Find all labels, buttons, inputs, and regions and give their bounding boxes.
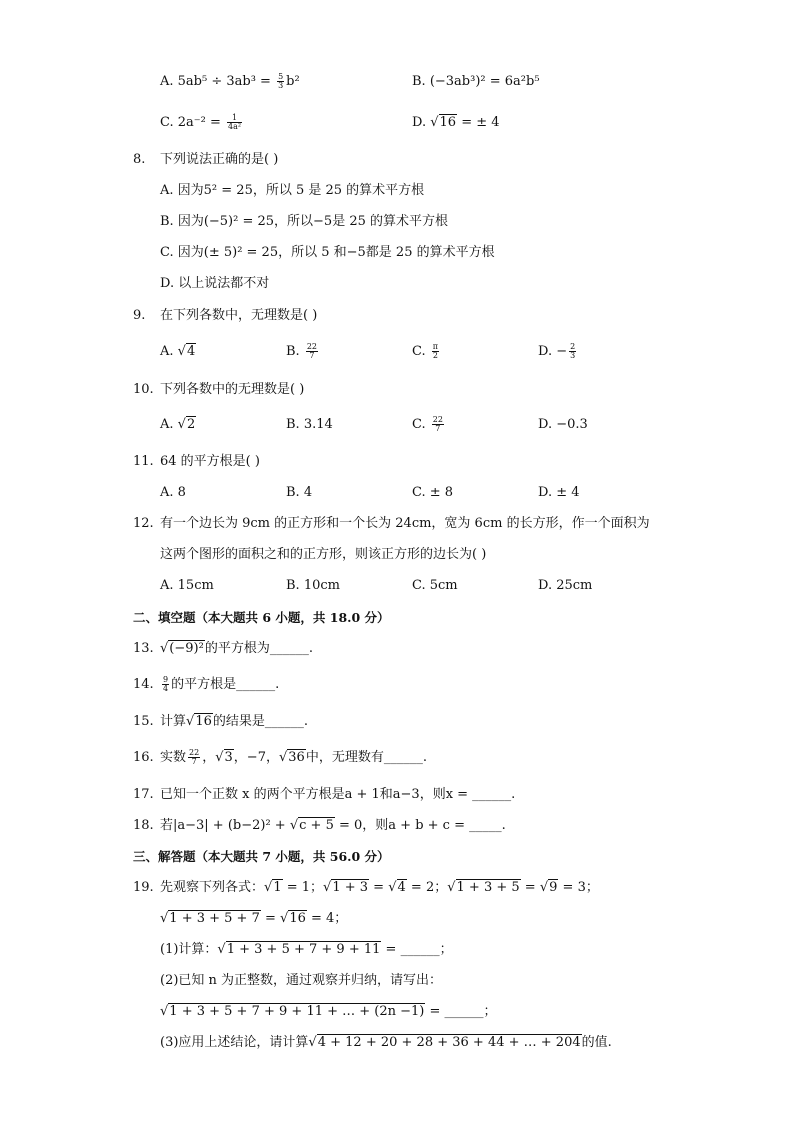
q19-part1: (1)计算：√1 + 3 + 5 + 7 + 9 + 11 = ______； [160, 942, 453, 957]
q7-option-a: A. 5ab⁵ ÷ 3ab³ = $\frac{5}{3}$ b² [160, 72, 300, 90]
q7-option-b: B. (−3ab³)² = 6a²b⁵ [412, 74, 540, 89]
q10-option-d: D. −0.3 [538, 417, 588, 432]
q19-line1: 先观察下列各式：√1 = 1；√1 + 3 = √4 = 2；√1 + 3 + 5 = √9 = 3； [160, 880, 599, 895]
q9-option-a: A. √4 [160, 344, 196, 359]
q11-option-b: B. 4 [286, 485, 313, 500]
q12-stem-line1: 有一个边长为 9cm 的正方形和一个长为 24cm，宽为 6cm 的长方形，作一个面积为 [160, 516, 650, 531]
q12-option-b: B. 10cm [286, 578, 340, 593]
q18-text: 若|a−3| + (b−2)² + √c + 5 = 0，则a + b + c = _____. [160, 818, 506, 833]
q13-text: √(−9)²的平方根为______. [160, 641, 313, 656]
q11-number: 11. [133, 454, 154, 469]
q14-text: $\frac{9}{4}$ 的平方根是______. [163, 675, 280, 693]
q9-option-b: B. $\frac{22}{7}$ [286, 342, 318, 360]
q8-option-b: B. 因为(−5)² = 25，所以−5是 25 的算术平方根 [160, 214, 449, 229]
q8-number: 8. [133, 152, 146, 167]
q11-option-c: C. ± 8 [412, 485, 454, 500]
q12-option-d: D. 25cm [538, 578, 593, 593]
q8-option-a: A. 因为5² = 25，所以 5 是 25 的算术平方根 [160, 183, 425, 198]
q10-option-a: A. √2 [160, 417, 196, 432]
q11-stem: 64 的平方根是( ) [160, 454, 260, 469]
q8-stem: 下列说法正确的是( ) [160, 152, 279, 167]
q12-stem-line2: 这两个图形的面积之和的正方形，则该正方形的边长为( ) [160, 547, 487, 562]
q15-text: 计算√16的结果是______. [160, 714, 308, 729]
q13-number: 13. [133, 641, 154, 656]
q8-option-d: D. 以上说法都不对 [160, 276, 270, 291]
q15-number: 15. [133, 714, 154, 729]
q16-number: 16. [133, 750, 154, 765]
q17-text: 已知一个正数 x 的两个平方根是a + 1和a−3，则x = ______. [160, 787, 516, 802]
q11-option-d: D. ± 4 [538, 485, 580, 500]
section-fill-in-title: 二、填空题（本大题共 6 小题，共 18.0 分） [133, 610, 390, 625]
q7-option-c: C. 2a⁻² = $\frac{1}{\text{4a²}}$ [160, 113, 242, 131]
q19-part2: (2)已知 n 为正整数，通过观察并归纳，请写出： [160, 973, 443, 988]
section-solution-title: 三、解答题（本大题共 7 小题，共 56.0 分） [133, 849, 390, 864]
q16-text: 实数 $\frac{22}{7}$ ，√3，−7，√36中，无理数有______. [160, 748, 427, 766]
q9-option-c: C. $\frac{\pi}{2}$ [412, 342, 439, 360]
q9-stem: 在下列各数中，无理数是( ) [160, 308, 318, 323]
q18-number: 18. [133, 818, 154, 833]
q10-option-b: B. 3.14 [286, 417, 333, 432]
q10-number: 10. [133, 382, 154, 397]
q19-line2: √1 + 3 + 5 + 7 = √16 = 4； [160, 911, 348, 926]
q8-option-c: C. 因为(± 5)² = 25，所以 5 和−5都是 25 的算术平方根 [160, 245, 495, 260]
q14-number: 14. [133, 677, 154, 692]
q19-part2-expression: √1 + 3 + 5 + 7 + 9 + 11 + … + (2n −1) = ______； [160, 1004, 497, 1019]
q19-part3: (3)应用上述结论，请计算√4 + 12 + 20 + 28 + 36 + 44 + … + 204的值. [160, 1035, 612, 1050]
q11-option-a: A. 8 [160, 485, 186, 500]
q19-number: 19. [133, 880, 154, 895]
q10-stem: 下列各数中的无理数是( ) [160, 382, 305, 397]
q17-number: 17. [133, 787, 154, 802]
q12-number: 12. [133, 516, 154, 531]
q12-option-c: C. 5cm [412, 578, 458, 593]
q12-option-a: A. 15cm [160, 578, 214, 593]
q9-option-d: D. − $\frac{2}{3}$ [538, 342, 576, 360]
q7-option-d: D. √16 = ± 4 [412, 115, 500, 130]
q9-number: 9. [133, 308, 146, 323]
q10-option-c: C. $\frac{22}{7}$ [412, 415, 443, 433]
